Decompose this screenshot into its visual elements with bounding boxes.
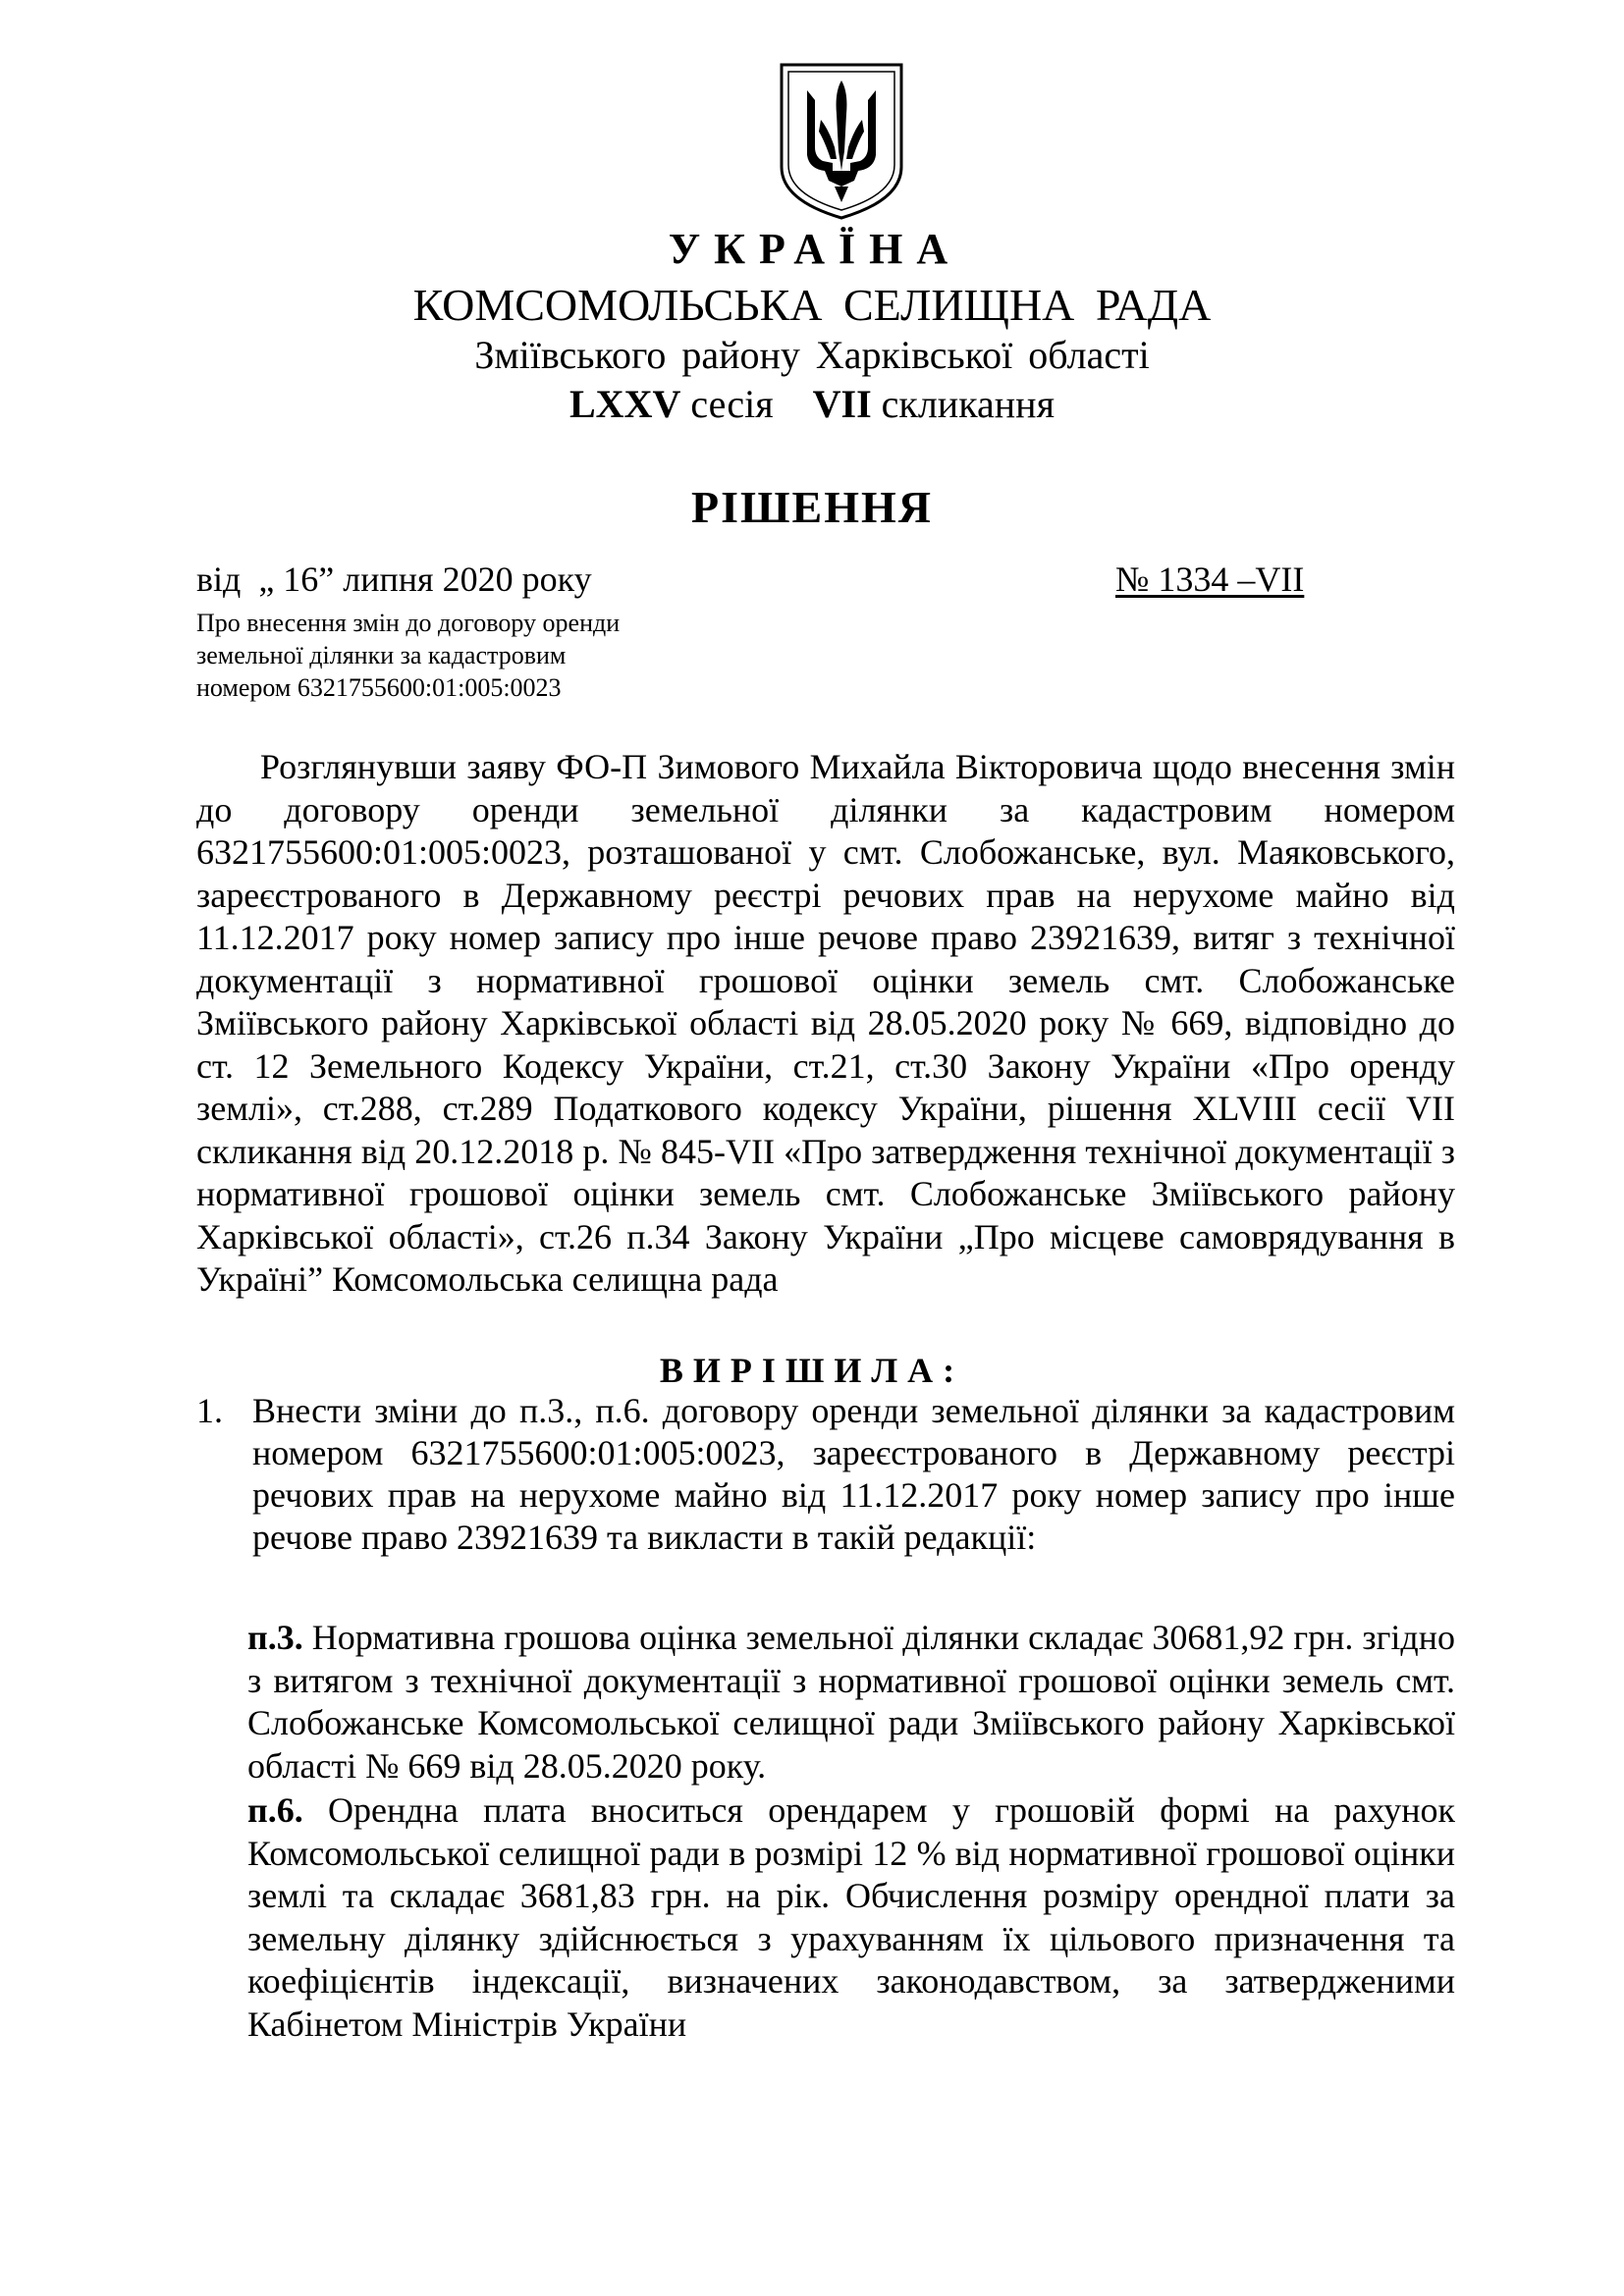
- convocation-word: скликання: [871, 382, 1055, 426]
- council-name: КОМСОМОЛЬСЬКА СЕЛИЩНА РАДА: [412, 280, 1212, 330]
- decision-number: № 1334 –VII: [1115, 560, 1305, 599]
- clause-6: [247, 1789, 1455, 2046]
- clause-3: [247, 1617, 1455, 1788]
- clause-label: п.3.: [247, 1618, 303, 1657]
- resolved-heading: ВИРІШИЛА:: [659, 1351, 965, 1390]
- item-number: 1.: [196, 1391, 223, 1430]
- preamble-paragraph: Розглянувши заяву ФО-П Зимового Михайла Вікторовича щодо внесення змін до договору оренди земельної ділянки за кадастровим номером 6321755600:01:005:0023, розташованої у смт. Слобожанське, вул. Маяковського, зареєстрованого в Державному реєстрі речових прав на нерухоме майно від 11.12.2017 року номер запису про інше речове право 23921639, витяг з технічної документації з нормативної грошової оцінки земель смт. Слобожанське Зміївського району Харківської області від 28.05.2020 року № 669, відповідно до ст. 12 Земельного Кодексу України, ст.21, ст.30 Закону України «Про оренду землі», ст.288, ст.289 Податкового кодексу України, рішення XLVIII сесії VII скликання від 20.12.2018 р. № 845-VII «Про затвердження технічної документації з нормативної грошової оцінки земель смт. Слобожанське Зміївського району Харківської області», ст.26 п.34 Закону України „Про місцеве самоврядування в Україні” Комсомольська селищна рада: [196, 747, 1455, 1299]
- subject-line: номером 6321755600:01:005:0023: [196, 673, 562, 702]
- clause-text: Орендна плата вноситься орендарем у грошовій формі на рахунок Комсомольської селищної ради в розмірі 12 % від нормативної грошової оцінки землі та складає 3681,83 грн. на рік. Обчислення розміру орендної плати за земельну ділянку здійснюється з урахуванням їх цільового призначення та коефіцієнтів індексації, визначених законодавством, за затвердженими Кабінетом Міністрів України: [247, 1790, 1455, 2044]
- session-number: LXXV: [569, 382, 681, 426]
- coat-of-arms-icon: [778, 61, 905, 222]
- district-line: Зміївського району Харківської області: [474, 333, 1150, 377]
- session-word: сесія: [680, 382, 813, 426]
- item-text: Внести зміни до п.3., п.6. договору оренди земельної ділянки за кадастровим номером 6321755600:01:005:0023, зареєстрованого в Державному реєстрі речових прав на нерухоме майно від 11.12.2017 року номер запису про інше речове право 23921639 та викласти в такій редакції:: [252, 1391, 1455, 1557]
- subject-line: земельної ділянки за кадастровим: [196, 641, 567, 669]
- session-line: [0, 382, 1624, 426]
- document-type-title: РІШЕННЯ: [691, 482, 933, 532]
- subject-line: Про внесення змін до договору оренди: [196, 609, 621, 637]
- country-title: УКРАЇНА: [668, 225, 962, 273]
- decision-date: від „ 16” липня 2020 року: [196, 560, 592, 599]
- resolution-item: [196, 1390, 1455, 1559]
- decision-subject: [196, 607, 620, 704]
- convocation-number: VII: [812, 382, 872, 426]
- clause-text: Нормативна грошова оцінка земельної ділянки складає 30681,92 грн. згідно з витягом з технічної документації з нормативної грошової оцінки земель смт. Слобожанське Комсомольської селищної ради Зміївського району Харківської області № 669 від 28.05.2020 року.: [247, 1618, 1455, 1786]
- clause-label: п.6.: [247, 1790, 303, 1830]
